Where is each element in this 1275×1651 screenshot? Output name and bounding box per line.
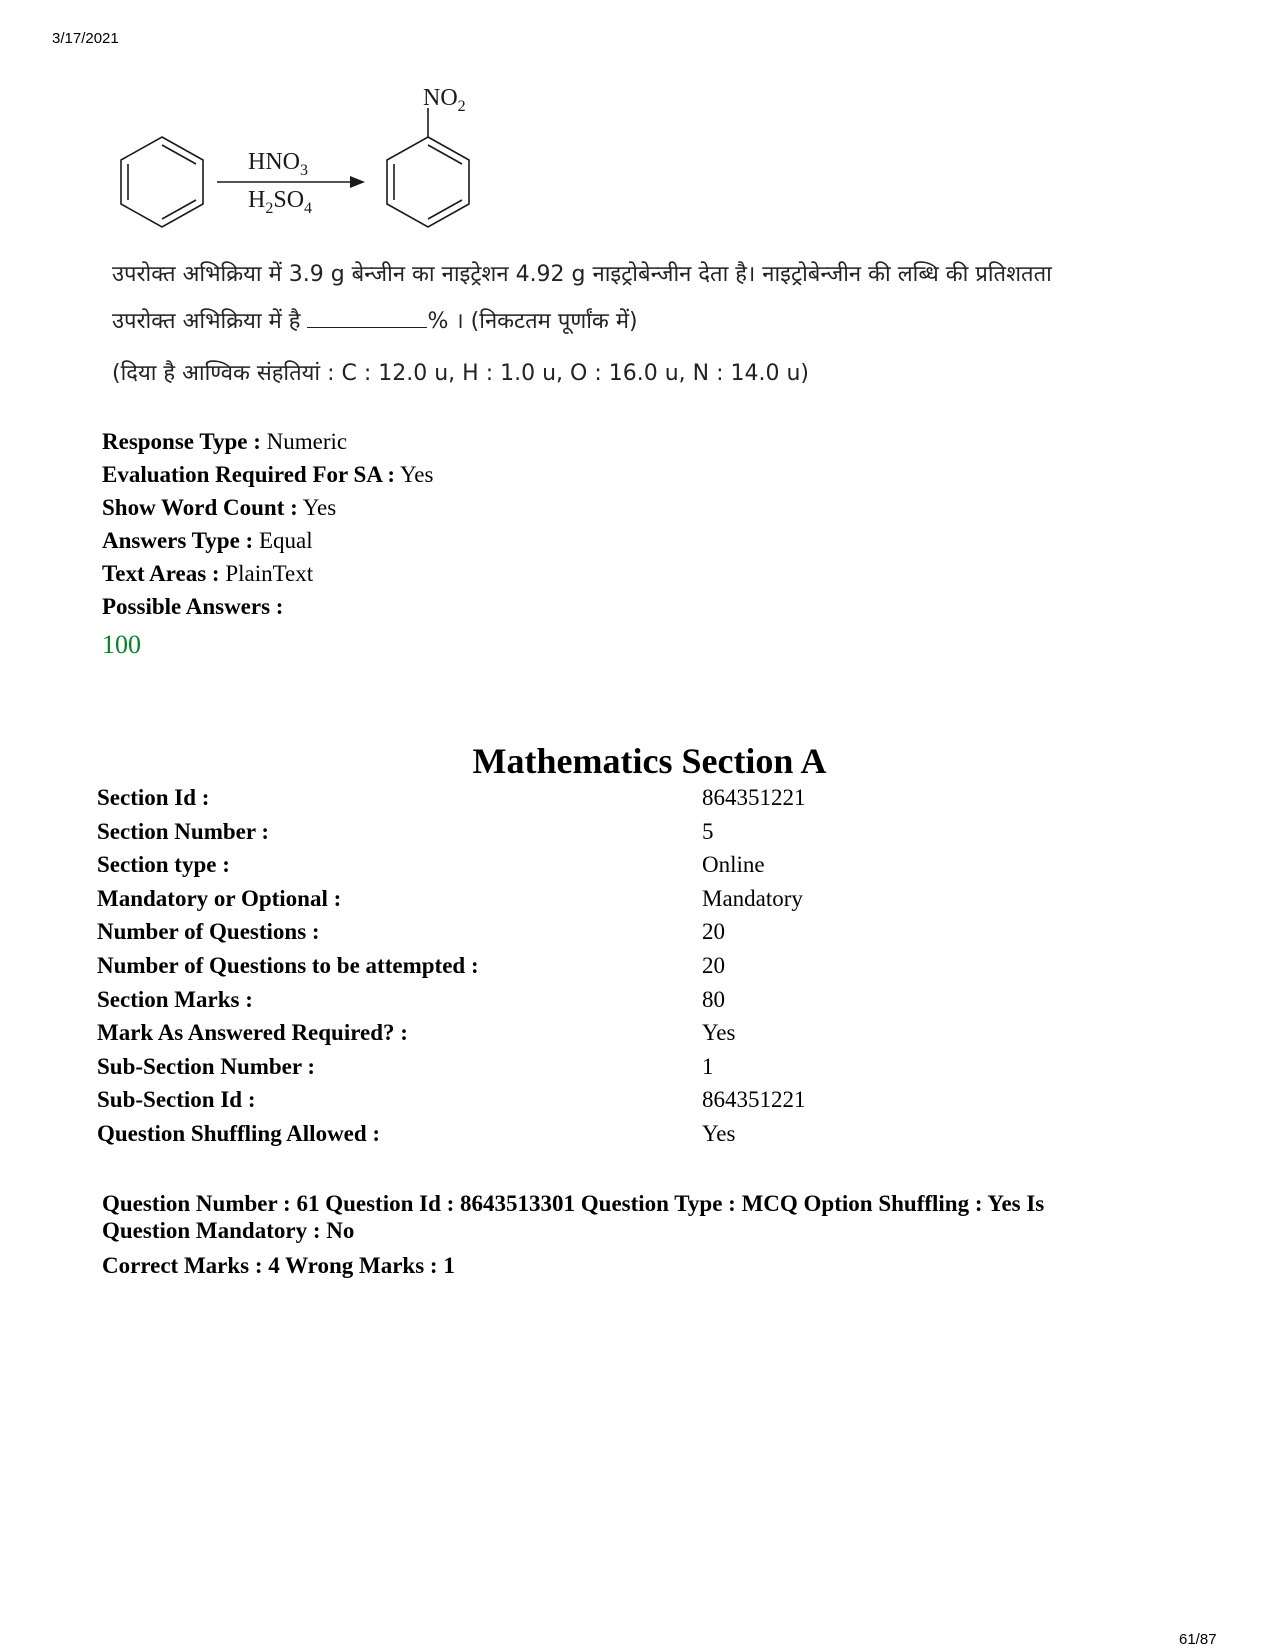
- meta-response-type: Response Type : Numeric: [102, 429, 348, 454]
- question-text-line-2-start: उपरोक्त अभिक्रिया में है: [112, 309, 301, 334]
- meta-text-areas: Text Areas : PlainText: [102, 561, 314, 586]
- meta-show-word-count: Show Word Count : Yes: [102, 495, 337, 520]
- response-metadata: [102, 425, 433, 661]
- question-marks: Correct Marks : 4 Wrong Marks : 1: [102, 1253, 455, 1278]
- nitration-reaction-diagram: [110, 80, 530, 240]
- answer-blank: [307, 309, 427, 328]
- section-title: Mathematics Section A: [472, 741, 827, 781]
- question-text-line-2-end: % । (निकटतम पूर्णांक में): [427, 309, 638, 334]
- meta-evaluation-required: Evaluation Required For SA : Yes: [102, 462, 434, 487]
- meta-answers-type: Answers Type : Equal: [102, 528, 313, 553]
- benzene-ring: [121, 137, 203, 227]
- question-text-line-1: उपरोक्त अभिक्रिया में 3.9 g बेन्जीन का नाइट्रेशन 4.92 g नाइट्रोबेन्जीन देता है। नाइट्रोबेन्जीन की लब्धि की प्रतिशतता: [112, 262, 1052, 287]
- question-given-masses: (दिया है आण्विक संहतियां : C : 12.0 u, H : 1.0 u, O : 16.0 u, N : 14.0 u): [112, 361, 809, 386]
- reagent-sulfuric-acid: $H_2SO_4$: [248, 187, 313, 217]
- nitro-group-label: $NO_2$: [423, 85, 466, 115]
- question-header-line-1: Question Number : 61 Question Id : 8643513301 Question Type : MCQ Option Shuffling : Yes Is: [102, 1191, 1045, 1216]
- next-question-header: [102, 1190, 1142, 1244]
- print-date: 3/17/2021: [52, 30, 119, 47]
- page-number: 61/87: [1179, 1631, 1217, 1648]
- nitrobenzene-ring: [387, 108, 469, 227]
- meta-possible-answers: Possible Answers :: [102, 594, 284, 619]
- question-text-line-2: [112, 305, 638, 335]
- possible-answer-value: 100: [102, 630, 141, 659]
- reagent-nitric-acid: $HNO_3$: [248, 149, 308, 179]
- question-header-line-2: Question Mandatory : No: [102, 1218, 355, 1243]
